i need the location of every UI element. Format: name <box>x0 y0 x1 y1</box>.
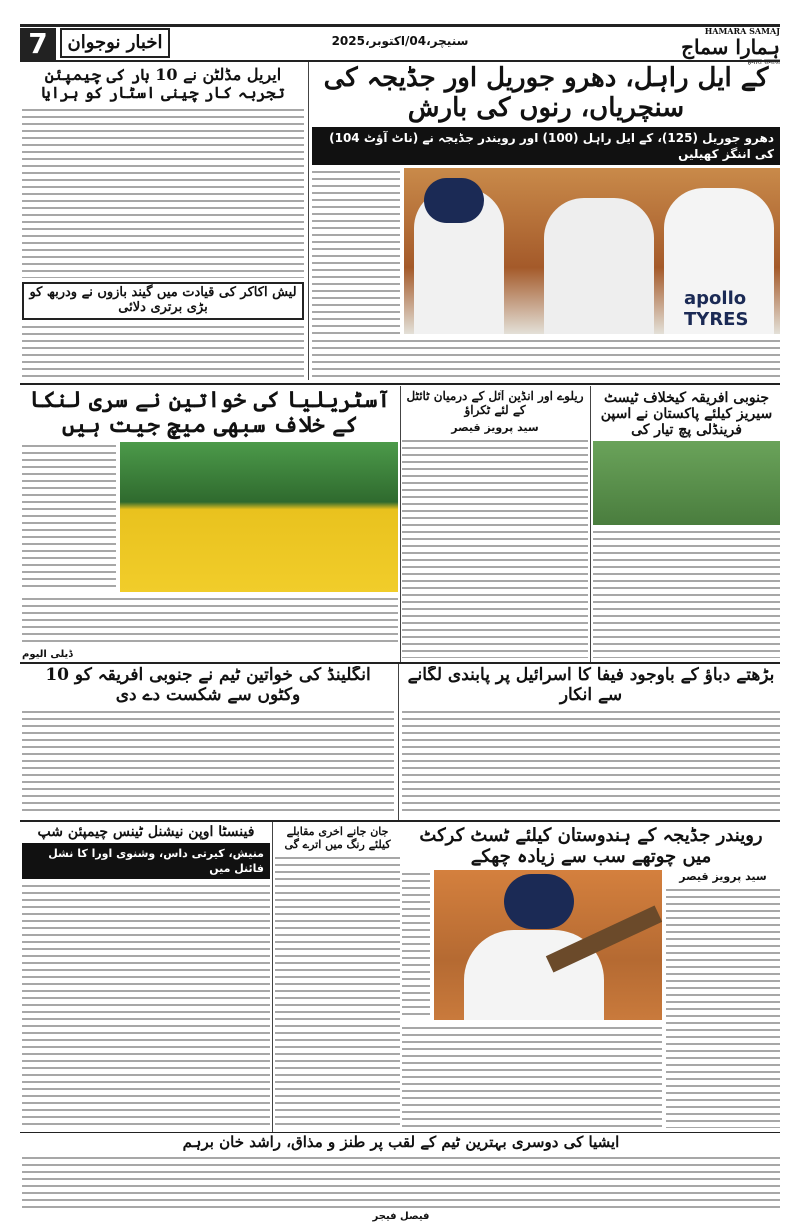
jadeja-body <box>402 1024 662 1128</box>
pakistan-photo <box>593 441 780 525</box>
header-bottom-rule <box>20 60 780 62</box>
rashid-headline: ایشیا کی دوسری بہترین ٹیم کے لقب پر طنز و مذاق، راشد خان برہم <box>182 1134 620 1151</box>
vidarbha-article <box>22 282 304 380</box>
pakistan-article <box>593 390 780 658</box>
section-title: اخبار نوجوان <box>60 28 170 58</box>
sponsor-logo: apollo TYRES <box>684 287 749 330</box>
divider <box>20 1132 780 1133</box>
divider <box>20 383 780 385</box>
jadeja-photo <box>434 870 662 1020</box>
middleton-headline: ایریل مڈلٹن نے 10 بار کی چیمپئن تجربہ کار چینی اسٹار کو ہرایا <box>41 66 285 103</box>
australia-article <box>22 388 398 660</box>
final-headline: جان جانے آخری مقابلے کیلئے رنگ میں اترے گی <box>284 826 391 851</box>
middleton-article <box>22 66 304 278</box>
fifa-body <box>402 708 780 816</box>
divider <box>398 664 399 820</box>
australia-byline: سید پرویز قیصر <box>451 420 539 434</box>
railway-headline: ریلوے اور انڈین آئل کے درمیان ٹائٹل کے لئے ٹکراؤ <box>406 390 584 417</box>
railway-article <box>402 390 588 658</box>
england-article <box>22 666 394 816</box>
tennis-headline: فینسٹا اوپن نیشنل ٹینس چیمپئن شپ <box>37 824 255 840</box>
railway-body <box>402 437 588 658</box>
jadeja-body-col <box>402 870 430 1020</box>
rashid-article <box>22 1134 780 1222</box>
australia-photo <box>120 442 398 592</box>
tennis-body <box>22 882 270 1128</box>
pakistan-headline: جنوبی افریقہ کیخلاف ٹیسٹ سیریز کیلئے پاکستان نے اسپن فرینڈلی پچ تیار کی <box>600 390 773 439</box>
final-body <box>275 854 400 1128</box>
tennis-subhead: منیش، کیرتی داس، وشنوی اورا کا نشل فائنل میں <box>22 843 270 879</box>
divider <box>590 386 591 662</box>
divider <box>400 386 401 662</box>
divider <box>272 822 273 1132</box>
australia-headline: آسٹریلیا کی خواتین نے سری لنکا کے خلاف سبھی میچ جیت ہیں <box>29 388 391 439</box>
final-article <box>275 826 400 1128</box>
divider <box>20 662 780 664</box>
fifa-article <box>402 666 780 816</box>
main-photo <box>404 168 780 334</box>
vidarbha-body <box>22 323 304 380</box>
main-body-col <box>312 168 400 334</box>
jadeja-article <box>402 826 780 1128</box>
middleton-body <box>22 106 304 278</box>
photo-credit: ڈیلی الیوم <box>22 649 73 660</box>
rashid-byline: فیصل فیجر <box>372 1211 430 1222</box>
main-subhead: دھرو جوریل (125)، کے ایل راہل (100) اور رویندر جڈیجہ نے (ناٹ آؤٹ 104) کی اننگز کھیلیں <box>312 127 780 165</box>
jadeja-headline: رویندر جڈیجہ کے ہندوستان کیلئے ٹسٹ کرکٹ میں چوتھے سب سے زیادہ چھکے <box>419 826 763 867</box>
tennis-article <box>22 824 270 1128</box>
jadeja-body-right <box>666 886 780 1128</box>
masthead-logo: HAMARA SAMAJ ہمارا سماج हमारा समाज <box>681 26 780 66</box>
australia-body-col <box>22 442 116 592</box>
main-body <box>312 337 780 380</box>
pakistan-body <box>593 528 780 658</box>
main-article <box>312 64 780 380</box>
main-headline: کے ایل راہل، دھرو جوریل اور جڈیجہ کی سنچریاں، رنوں کی بارش <box>323 64 769 123</box>
divider <box>20 820 780 822</box>
fifa-headline: بڑھتے دباؤ کے باوجود فیفا کا اسرائیل پر پابندی لگانے سے انکار <box>407 666 775 705</box>
australia-body <box>22 595 398 646</box>
issue-date: سنیچر،04/اکتوبر،2025 <box>331 34 469 48</box>
page-number: 7 <box>20 28 56 60</box>
jadeja-byline: سید پرویز قیصر <box>679 870 767 884</box>
divider <box>308 62 309 380</box>
vidarbha-headline: لیش اکاکر کی قیادت میں گیند بازوں نے ودربھ کو بڑی برتری دلائی <box>22 282 304 320</box>
rashid-body <box>22 1154 780 1208</box>
england-headline: انگلینڈ کی خواتین ٹیم نے جنوبی افریقہ کو 10 وکٹوں سے شکست دے دی <box>45 666 371 705</box>
england-body <box>22 708 394 816</box>
